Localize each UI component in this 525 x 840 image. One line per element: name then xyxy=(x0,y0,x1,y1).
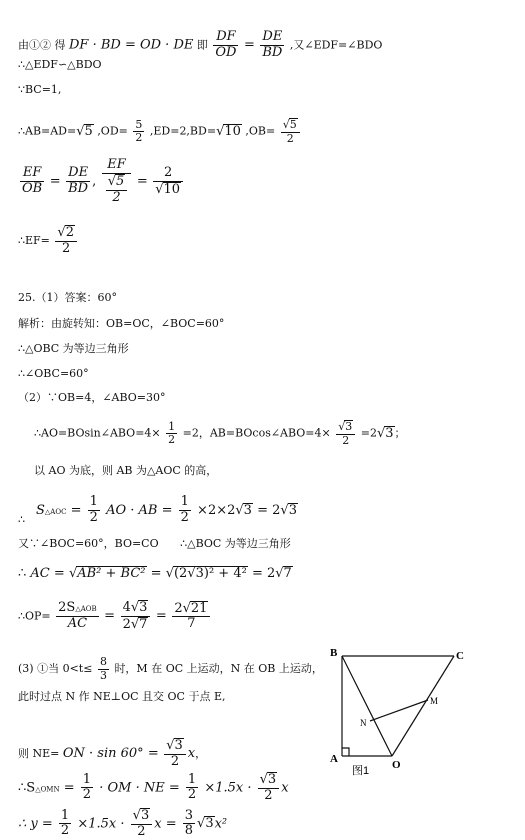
text: ∴△BOC 为等边三角形 xyxy=(180,537,291,550)
therefore: ∴ xyxy=(18,513,25,526)
text: =2，AB=BOcos∠ABO=4× xyxy=(182,426,331,440)
equation: AC = xyxy=(30,566,65,581)
text: 又∵∠BOC=60°，BO=CO xyxy=(18,537,159,550)
label-M: M xyxy=(430,696,439,706)
text-line: ∴△OBC 为等边三角形 xyxy=(18,342,129,355)
text-line: （2）∵OB=4，∠ABO=30° xyxy=(18,391,166,404)
text: ∴AB=AD= xyxy=(18,124,77,138)
fraction: 2S△AOB AC xyxy=(58,600,97,631)
fraction: $\frac{3}{8}$ xyxy=(184,807,194,839)
fraction: $\frac{DE}{BD}$ xyxy=(262,29,283,60)
fraction: $\frac{√2}{2}$ xyxy=(55,225,77,257)
label-O: O xyxy=(392,759,401,771)
text: ,ED=2,BD= xyxy=(149,124,217,138)
text: ,又∠EDF=∠BDO xyxy=(289,38,383,52)
fraction: $\frac{√3}{2}$ xyxy=(164,738,186,770)
equation: ON · sin 60° = xyxy=(62,745,159,761)
label-A: A xyxy=(330,753,338,765)
label-N: N xyxy=(360,718,367,728)
fraction: $\frac{8}{3}$ xyxy=(99,655,107,682)
figure-caption: 图1 xyxy=(352,765,370,777)
fraction: $\frac{EF}{OB}$ xyxy=(22,165,43,197)
text-line: ∴△EDF∽△BDO xyxy=(18,58,102,71)
fraction: $\frac{2}{√10}$ xyxy=(153,166,183,198)
text-line: 解析：由旋转知：OB=OC，∠BOC=60° xyxy=(18,317,225,330)
text-line: ∵BC=1, xyxy=(18,83,62,96)
geometry-figure xyxy=(322,648,472,778)
fraction: $\frac{4√3}{2√7}$ xyxy=(121,600,151,633)
fraction: $\frac{2√21}{7}$ xyxy=(172,601,210,633)
fraction: $\frac{1}{2}$ xyxy=(60,807,70,839)
fraction: $\frac{√3}{2}$ xyxy=(258,772,280,804)
fraction: $\frac{DF}{OD}$ xyxy=(215,29,237,60)
fraction: $\frac{DE}{BD}$ xyxy=(68,165,89,197)
fraction: $\frac{√3}{2}$ xyxy=(336,420,355,447)
text: =2 xyxy=(360,426,377,440)
text: (3) ①当 0<t≤ xyxy=(18,662,93,676)
fraction: $\frac{1}{2}$ xyxy=(168,419,176,447)
fraction: $\frac{1}{2}$ xyxy=(187,771,197,803)
text: 由①② 得 xyxy=(18,38,66,52)
text-line: 此时过点 N 作 NE⊥OC 且交 OC 于点 E, xyxy=(18,690,226,703)
label-B: B xyxy=(330,648,338,659)
fraction: $\frac{1}{2}$ xyxy=(89,494,98,525)
text: 时，M 在 OC 上运动，N 在 OB 上运动， xyxy=(114,662,323,676)
fraction: $\frac{1}{2}$ xyxy=(180,494,189,525)
text-line: 以 AO 为底，则 AB 为△AOC 的高， xyxy=(34,464,218,477)
text: ,OD= xyxy=(97,124,128,138)
section-heading: 25.（1）答案：60° xyxy=(18,291,117,304)
fraction: $\frac{1}{2}$ xyxy=(82,771,92,803)
fraction: $\frac{EF}{\frac{√5}{2}}$ xyxy=(102,158,132,206)
equation: DF · BD = OD · DE xyxy=(69,37,194,53)
fraction: $\frac{√5}{2}$ xyxy=(281,118,300,145)
text: 则 NE= xyxy=(18,746,60,760)
text: ∴EF= xyxy=(18,233,50,247)
fraction: $\frac{5}{2}$ xyxy=(135,117,143,145)
text-line: ∴∠OBC=60° xyxy=(18,367,89,380)
text: ∴OP= xyxy=(18,609,51,623)
area-symbol: S xyxy=(36,502,45,518)
fraction: $\frac{√3}{2}$ xyxy=(131,808,153,840)
text: ,OB= xyxy=(245,124,276,138)
text: 即 xyxy=(196,38,208,52)
label-C: C xyxy=(456,650,464,662)
text: ∴AO=BOsin∠ABO=4× xyxy=(34,426,161,440)
